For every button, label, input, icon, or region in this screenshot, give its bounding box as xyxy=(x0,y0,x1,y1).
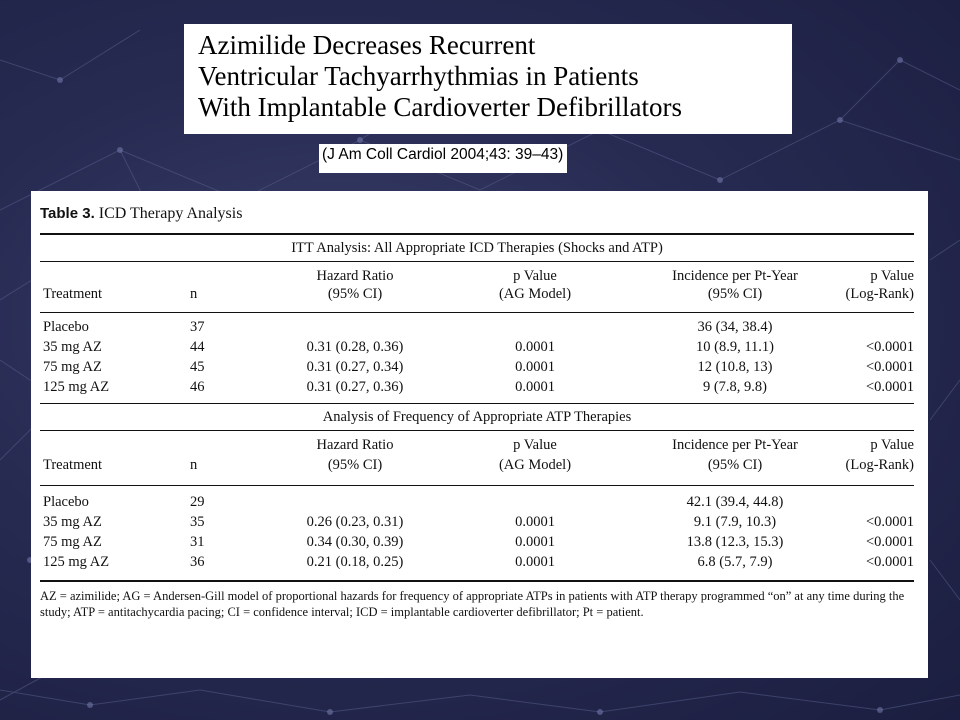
cell-p-ag: 0.0001 xyxy=(515,514,555,530)
table-row xyxy=(40,357,914,377)
cell-treatment: 125 mg AZ xyxy=(43,554,110,570)
header-p-value-logrank: p Value xyxy=(870,437,914,453)
column-header xyxy=(40,262,914,312)
cell-hazard-ratio: 0.31 (0.27, 0.34) xyxy=(306,359,404,375)
header-treatment: Treatment xyxy=(43,457,103,473)
table-row xyxy=(40,512,914,532)
column-header xyxy=(40,431,914,481)
header-incidence: Incidence per Pt-Year xyxy=(672,437,798,453)
table-footnote: AZ = azimilide; AG = Andersen-Gill model of proportional hazards for frequency of appropriate ATPs in patients with ATP therapy programmed “on” at any time during the study; ATP = antitachycardia pacing; CI = confidence interval; ICD = implantable cardioverter defibrillator; Pt = patient. xyxy=(40,589,905,619)
header-p-value-ag: p Value xyxy=(513,437,557,453)
cell-treatment: 35 mg AZ xyxy=(43,339,102,355)
header-incidence-ci: (95% CI) xyxy=(707,457,763,473)
header-ag-model: (AG Model) xyxy=(498,286,572,302)
header-incidence: Incidence per Pt-Year xyxy=(672,268,798,284)
cell-incidence: 9.1 (7.9, 10.3) xyxy=(693,514,777,530)
table-row xyxy=(40,377,914,397)
cell-n: 44 xyxy=(190,339,205,355)
cell-treatment: Placebo xyxy=(43,319,89,335)
cell-incidence: 12 (10.8, 13) xyxy=(697,359,773,375)
slide-title-line-1: Azimilide Decreases Recurrent xyxy=(198,30,536,60)
cell-n: 37 xyxy=(190,319,205,335)
cell-n: 46 xyxy=(190,379,205,395)
cell-incidence: 10 (8.9, 11.1) xyxy=(696,339,774,355)
cell-p-ag: 0.0001 xyxy=(515,554,555,570)
header-ag-model: (AG Model) xyxy=(498,457,572,473)
header-incidence-ci: (95% CI) xyxy=(707,286,763,302)
cell-incidence: 9 (7.8, 9.8) xyxy=(702,379,768,395)
header-rule xyxy=(40,312,914,313)
table-row xyxy=(40,532,914,552)
header-hazard-ratio-ci: (95% CI) xyxy=(327,286,383,302)
cell-n: 35 xyxy=(190,514,205,530)
table-label: Table 3. xyxy=(40,205,95,222)
header-hazard-ratio: Hazard Ratio xyxy=(316,437,394,453)
table-title xyxy=(40,205,914,225)
header-n: n xyxy=(190,286,198,302)
cell-treatment: 125 mg AZ xyxy=(43,379,110,395)
cell-treatment: 35 mg AZ xyxy=(43,514,102,530)
cell-hazard-ratio: 0.31 (0.27, 0.36) xyxy=(306,379,404,395)
cell-n: 31 xyxy=(190,534,205,550)
header-rule xyxy=(40,485,914,486)
section-title-itt: ITT Analysis: All Appropriate ICD Therapies (Shocks and ATP) xyxy=(291,240,663,256)
cell-n: 45 xyxy=(190,359,205,375)
table-row xyxy=(40,317,914,337)
cell-p-ag: 0.0001 xyxy=(515,379,555,395)
header-log-rank: (Log-Rank) xyxy=(845,457,914,473)
cell-incidence: 6.8 (5.7, 7.9) xyxy=(697,554,773,570)
cell-p-ag: 0.0001 xyxy=(515,359,555,375)
icd-therapy-table xyxy=(31,191,928,678)
cell-incidence: 13.8 (12.3, 15.3) xyxy=(686,534,784,550)
section-title-atp: Analysis of Frequency of Appropriate ATP Therapies xyxy=(322,409,632,425)
cell-p-logrank: <0.0001 xyxy=(865,379,914,395)
cell-p-logrank: <0.0001 xyxy=(865,339,914,355)
header-hazard-ratio-ci: (95% CI) xyxy=(327,457,383,473)
header-log-rank: (Log-Rank) xyxy=(845,286,914,302)
slide-title-line-2: Ventricular Tachyarrhythmias in Patients xyxy=(198,61,639,91)
cell-treatment: Placebo xyxy=(43,494,89,510)
header-p-value-ag: p Value xyxy=(513,268,557,284)
cell-treatment: 75 mg AZ xyxy=(43,359,102,375)
cell-p-ag: 0.0001 xyxy=(515,534,555,550)
slide-title-box xyxy=(184,24,792,134)
table-name: ICD Therapy Analysis xyxy=(98,205,243,222)
table-row xyxy=(40,337,914,357)
cell-p-ag: 0.0001 xyxy=(515,339,555,355)
cell-p-logrank: <0.0001 xyxy=(865,514,914,530)
header-hazard-ratio: Hazard Ratio xyxy=(316,268,394,284)
table-row xyxy=(40,552,914,572)
cell-hazard-ratio: 0.34 (0.30, 0.39) xyxy=(306,534,404,550)
journal-citation: (J Am Coll Cardiol 2004;43: 39–43) xyxy=(319,144,567,173)
cell-n: 29 xyxy=(190,494,205,510)
cell-n: 36 xyxy=(190,554,205,570)
cell-hazard-ratio: 0.26 (0.23, 0.31) xyxy=(306,514,404,530)
cell-p-logrank: <0.0001 xyxy=(865,359,914,375)
header-treatment: Treatment xyxy=(43,286,103,302)
table-row xyxy=(40,492,914,512)
slide-title-line-3: With Implantable Cardioverter Defibrillators xyxy=(198,92,682,122)
cell-incidence: 36 (34, 38.4) xyxy=(697,319,773,335)
cell-p-logrank: <0.0001 xyxy=(865,554,914,570)
header-n: n xyxy=(190,457,198,473)
cell-incidence: 42.1 (39.4, 44.8) xyxy=(686,494,784,510)
header-p-value-logrank: p Value xyxy=(870,268,914,284)
cell-hazard-ratio: 0.31 (0.28, 0.36) xyxy=(306,339,404,355)
cell-treatment: 75 mg AZ xyxy=(43,534,102,550)
cell-p-logrank: <0.0001 xyxy=(865,534,914,550)
cell-hazard-ratio: 0.21 (0.18, 0.25) xyxy=(306,554,404,570)
